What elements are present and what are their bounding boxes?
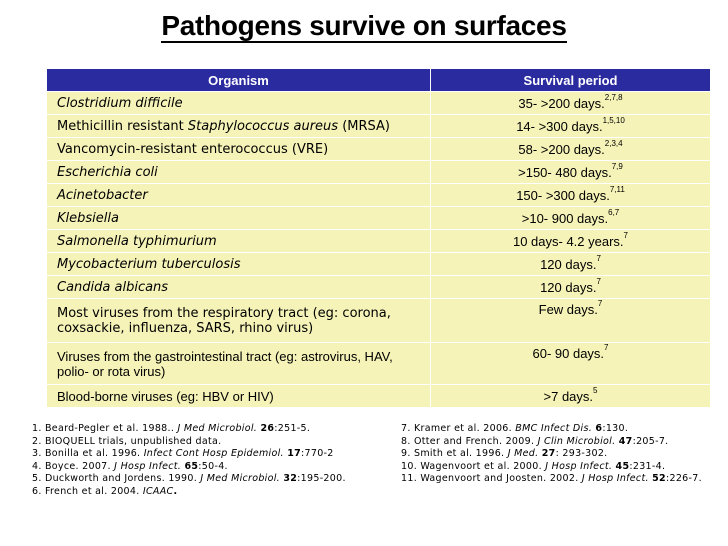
reference-superscript: 7,9	[611, 161, 623, 171]
references-right	[401, 423, 702, 486]
survival-cell	[431, 385, 711, 408]
survival-cell	[431, 138, 711, 161]
reference-item: 1. Beard-Pegler et al. 1988.. J Med Microbiol. 26:251-5.	[32, 423, 311, 434]
reference-item: 10. Wagenvoort et al. 2000. J Hosp Infect. 45:231-4.	[401, 460, 666, 472]
survival-value: >7 days.	[543, 388, 594, 404]
survival-cell	[431, 184, 711, 207]
organism-cell	[47, 115, 431, 138]
survival-cell	[431, 343, 711, 385]
organism-cell: Viruses from the gastrointestinal tract (eg: astrovirus, HAV, polio- or rota virus)	[47, 343, 431, 385]
slide-title: Pathogens survive on surfaces	[161, 10, 567, 41]
organism-cell: Most viruses from the respiratory tract (eg: corona, coxsackie, influenza, SARS, rhino virus)	[47, 299, 431, 343]
organism-cell: Salmonella typhimurium	[47, 230, 431, 253]
reference-item: 2. BIOQUELL trials, unpublished data.	[32, 435, 222, 447]
reference-superscript: 7	[596, 276, 601, 286]
reference-superscript: 7	[604, 343, 609, 352]
table-row	[47, 207, 711, 230]
survival-value: 120 days.	[540, 279, 597, 295]
reference-superscript: 5	[593, 385, 598, 395]
table-row	[47, 115, 711, 138]
organism-cell: Escherichia coli	[47, 161, 431, 184]
survival-cell	[431, 161, 711, 184]
reference-item: 8. Otter and French. 2009. J Clin Microbiol. 47:205-7.	[401, 435, 669, 447]
organism-species: Staphylococcus aureus	[187, 118, 339, 134]
survival-value: 10 days- 4.2 years.	[512, 233, 624, 249]
reference-superscript: 7,11	[609, 184, 625, 194]
reference-item: 7. Kramer et al. 2006. BMC Infect Dis. 6:130.	[401, 423, 629, 434]
table-row	[47, 343, 711, 385]
header-survival-period: Survival period	[431, 69, 711, 92]
organism-cell: Blood-borne viruses (eg: HBV or HIV)	[47, 385, 431, 408]
table-row	[47, 253, 711, 276]
reference-item: 5. Duckworth and Jordens. 1990. J Med Microbiol. 32:195-200.	[32, 473, 346, 484]
survival-cell	[431, 253, 711, 276]
organism-cell: Candida albicans	[47, 276, 431, 299]
organism-text: Methicillin resistant	[57, 118, 188, 134]
header-organism: Organism	[47, 69, 431, 92]
reference-superscript: 7	[623, 230, 628, 240]
survival-value: 60- 90 days.	[532, 346, 605, 361]
table-row	[47, 276, 711, 299]
organism-cell: Acinetobacter	[47, 184, 431, 207]
reference-item: 3. Bonilla et al. 1996. Infect Cont Hosp Epidemiol. 17:770-2	[32, 448, 334, 459]
reference-superscript: 6,7	[608, 207, 620, 217]
survival-value: >150- 480 days.	[518, 164, 612, 180]
reference-superscript: 1,5,10	[602, 115, 625, 125]
reference-superscript: 2,7,8	[604, 92, 623, 102]
survival-value: 14- >300 days.	[516, 118, 603, 134]
table-row	[47, 385, 711, 408]
reference-item: 11. Wagenvoort and Joosten. 2002. J Hosp Infect. 52:226-7.	[401, 473, 702, 484]
organism-cell: Mycobacterium tuberculosis	[47, 253, 431, 276]
survival-value: Few days.	[538, 302, 598, 317]
table-row	[47, 230, 711, 253]
survival-cell	[431, 207, 711, 230]
survival-value: 58- >200 days.	[518, 141, 605, 157]
organism-cell: Clostridium difficile	[47, 92, 431, 115]
table-row	[47, 184, 711, 207]
reference-superscript: 7	[597, 299, 603, 308]
references-left	[32, 423, 346, 498]
organism-cell: Vancomycin-resistant enterococcus (VRE)	[47, 138, 431, 161]
survival-value: 120 days.	[540, 256, 597, 272]
survival-cell	[431, 230, 711, 253]
organism-suffix: (MRSA)	[338, 118, 390, 134]
survival-table	[46, 68, 711, 408]
survival-cell	[431, 299, 711, 343]
survival-cell	[431, 115, 711, 138]
survival-cell	[431, 276, 711, 299]
reference-item: 9. Smith et al. 1996. J Med. 27: 293-302.	[401, 448, 608, 459]
table-header-row	[47, 69, 711, 92]
organism-cell: Klebsiella	[47, 207, 431, 230]
table-row	[47, 299, 711, 343]
survival-value: >10- 900 days.	[521, 210, 609, 226]
reference-item: 6. French et al. 2004. ICAAC.	[32, 485, 178, 497]
survival-value: 35- >200 days.	[518, 95, 605, 111]
survival-value: 150- >300 days.	[516, 187, 610, 203]
table-row	[47, 138, 711, 161]
survival-cell	[431, 92, 711, 115]
table-row	[47, 161, 711, 184]
reference-item: 4. Boyce. 2007. J Hosp Infect. 65:50-4.	[32, 460, 228, 472]
reference-superscript: 7	[596, 253, 601, 263]
table-row	[47, 92, 711, 115]
reference-superscript: 2,3,4	[604, 138, 623, 148]
